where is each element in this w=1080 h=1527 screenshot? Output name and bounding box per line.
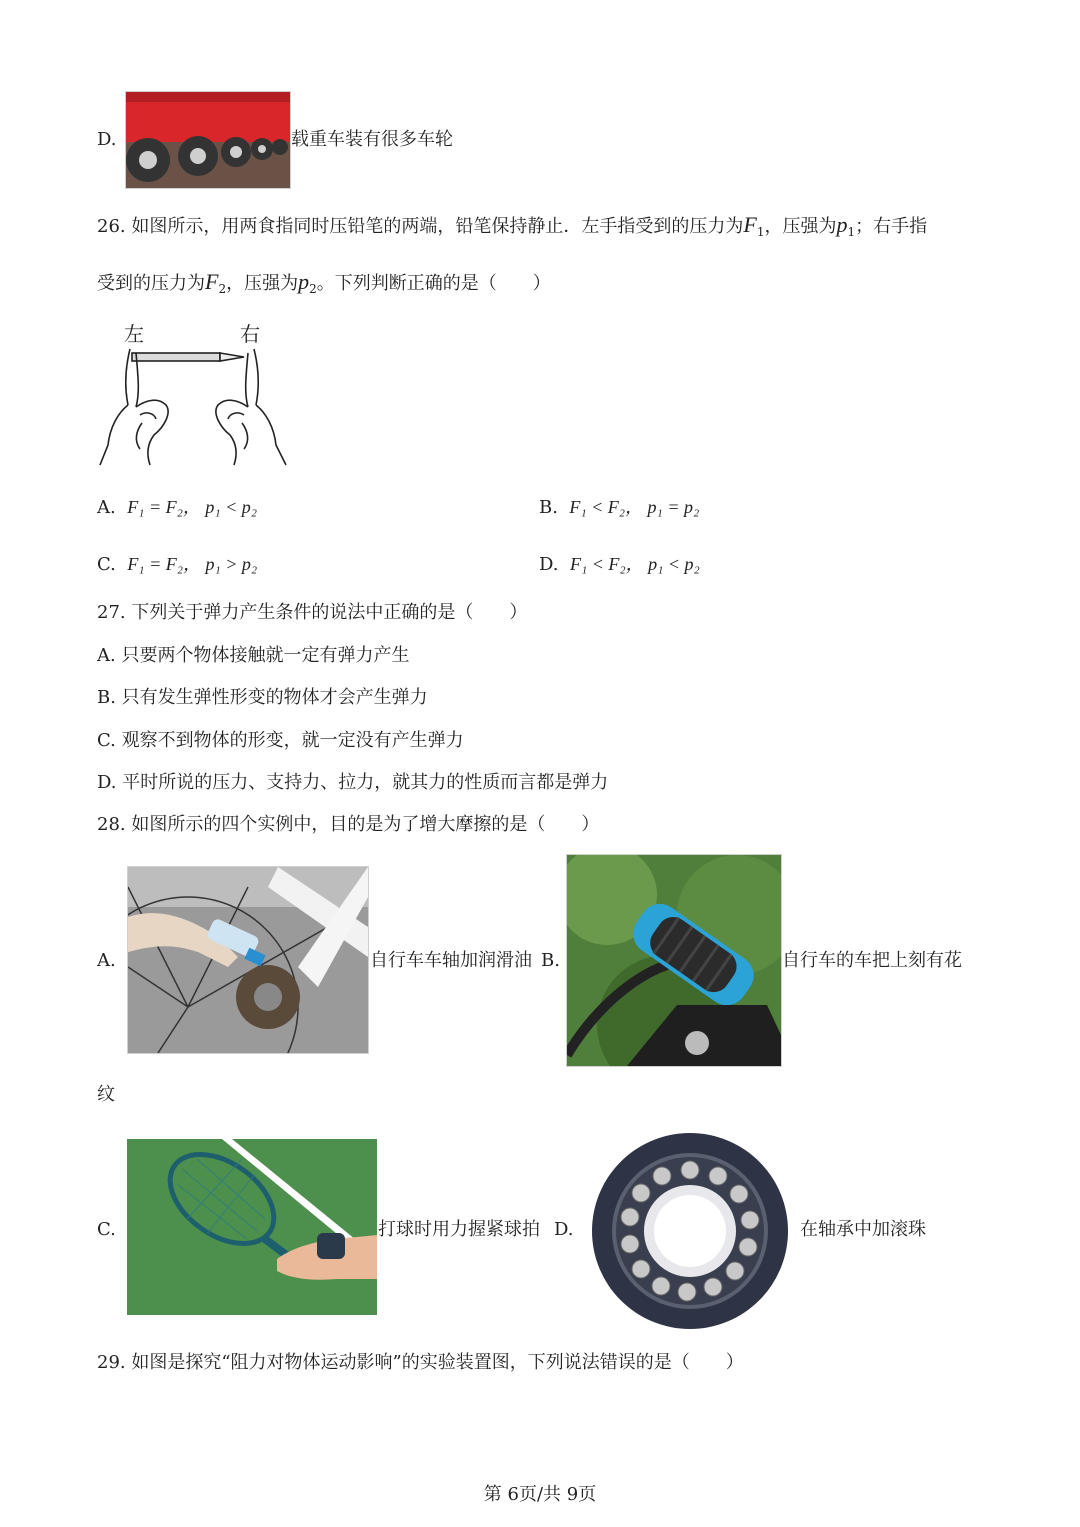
bicycle-lubricant-photo (127, 866, 369, 1054)
q28-option-b-letter[interactable]: B. (541, 950, 560, 971)
q27-stem: 27. 下列关于弹力产生条件的说法中正确的是（ ） (97, 602, 528, 623)
q28-option-d-text: 在轴承中加滚珠 (800, 1219, 926, 1240)
q27-option-b[interactable]: B. 只有发生弹性形变的物体才会产生弹力 (97, 687, 428, 708)
q28-option-b-text: 自行车的车把上刻有花 (782, 950, 962, 971)
q28-option-b-text-wrap: 纹 (97, 1084, 115, 1105)
q28-option-a-letter[interactable]: A. (97, 950, 116, 971)
q28-option-c-text: 打球时用力握紧球拍 (378, 1219, 540, 1240)
q29-stem: 29. 如图是探究“阻力对物体运动影响”的实验装置图，下列说法错误的是（ ） (97, 1352, 744, 1373)
q26-option-c[interactable]: C. F₁ = F₂， p₁ > p₂ (97, 554, 258, 575)
q28-option-c-letter[interactable]: C. (97, 1219, 116, 1240)
truck-wheels-picture (126, 92, 290, 188)
tennis-racket-picture (127, 1139, 377, 1315)
page-number: 第 6页/共 9页 (483, 1484, 597, 1505)
q28-option-d-letter[interactable]: D. (554, 1219, 574, 1240)
tennis-racket-photo (127, 1139, 377, 1315)
q25-option-d-letter: D. (97, 129, 117, 150)
q25-option-d-text: 载重车装有很多车轮 (291, 129, 453, 150)
q27-option-d[interactable]: D. 平时所说的压力、支持力、拉力，就其力的性质而言都是弹力 (97, 772, 609, 793)
bearing-picture (590, 1132, 790, 1330)
label-right: 右 (240, 322, 260, 346)
q26-option-b[interactable]: B. F₁ < F₂， p₁ = p₂ (539, 497, 700, 518)
bearing-photo (590, 1132, 790, 1330)
q26-stem-line2: 受到的压力为$F_2$，压强为$p_2$。下列判断正确的是（ ） (97, 269, 551, 296)
bicycle-handle-photo (566, 854, 782, 1067)
truck-wheels-photo (125, 91, 291, 189)
q27-option-a[interactable]: A. 只要两个物体接触就一定有弹力产生 (97, 645, 410, 666)
q27-option-c[interactable]: C. 观察不到物体的形变，就一定没有产生弹力 (97, 730, 464, 751)
q26-option-d[interactable]: D. F₁ < F₂， p₁ < p₂ (539, 554, 700, 575)
q26-stem-line1: 26. 如图所示，用两食指同时压铅笔的两端，铅笔保持静止．左手指受到的压力为$F_1$，压强为$p_1$；右手指 (97, 212, 928, 239)
q28-stem: 28. 如图所示的四个实例中，目的是为了增大摩擦的是（ ） (97, 814, 600, 835)
pencil-fingers-figure (96, 345, 296, 470)
q28-option-a-text: 自行车车轴加润滑油 (370, 950, 532, 971)
bicycle-lubricant-picture (128, 867, 368, 1053)
label-left: 左 (124, 322, 144, 346)
q26-option-a[interactable]: A. F₁ = F₂， p₁ < p₂ (97, 497, 258, 518)
bicycle-handle-picture (567, 855, 781, 1066)
